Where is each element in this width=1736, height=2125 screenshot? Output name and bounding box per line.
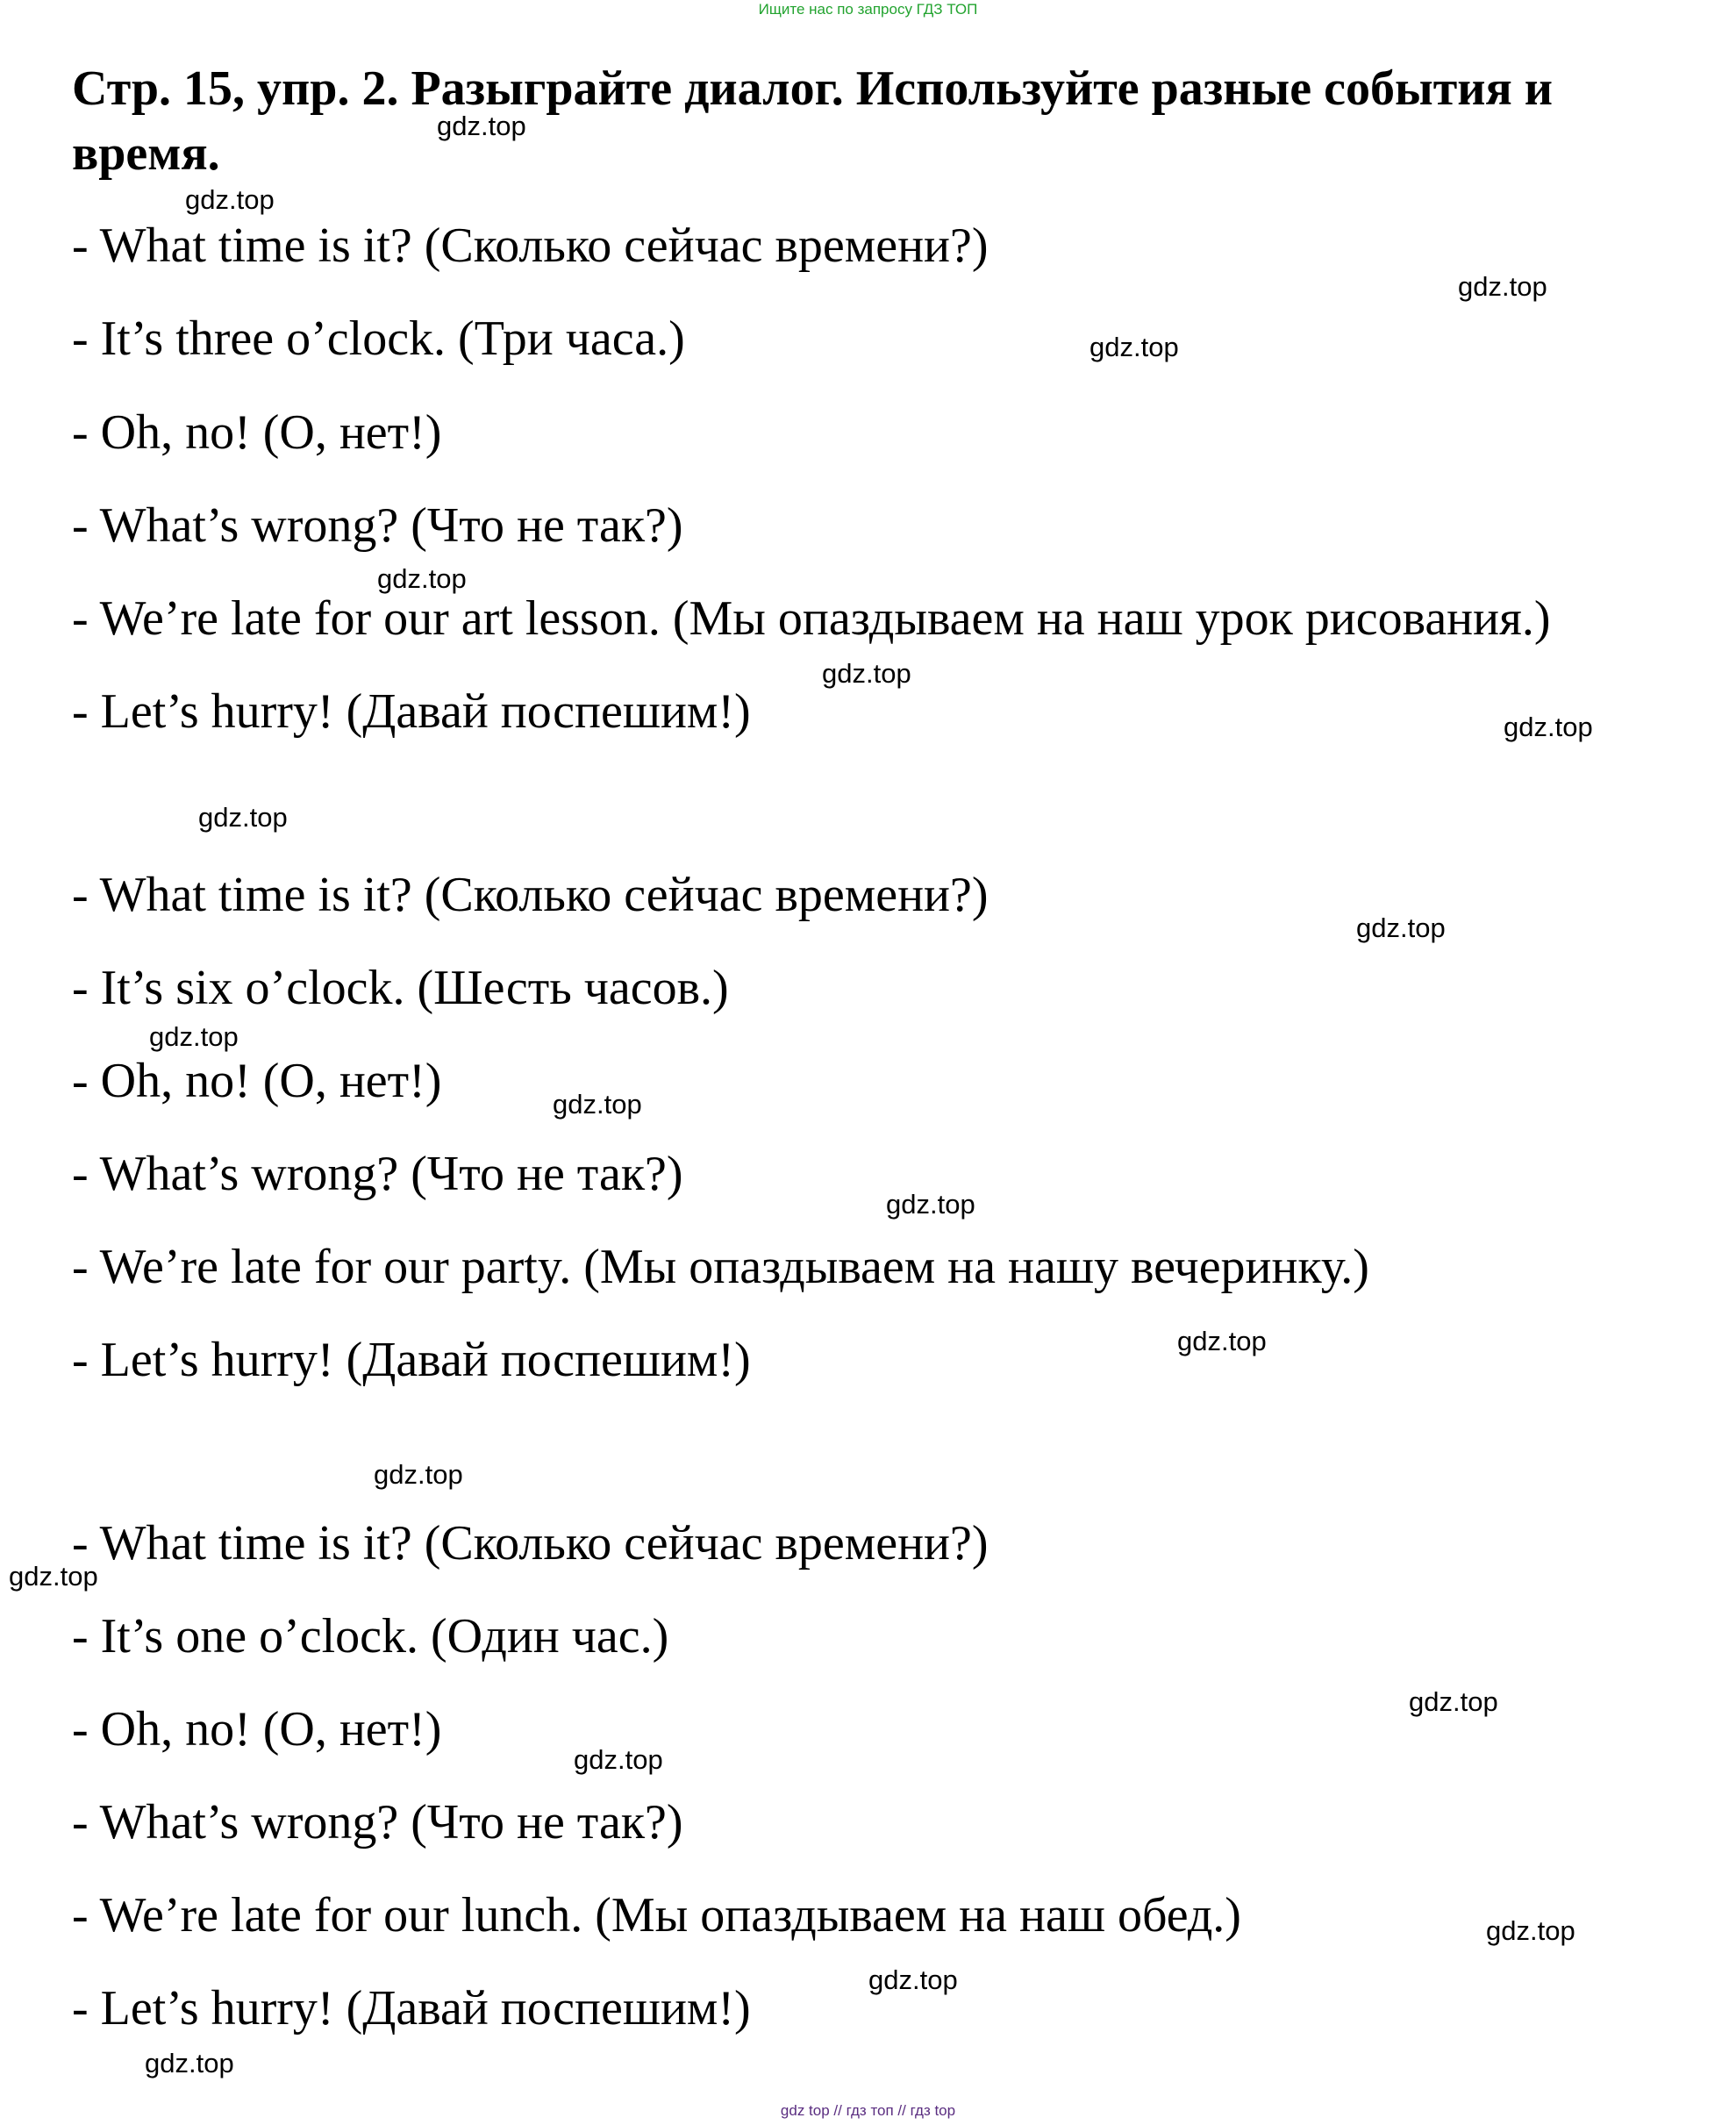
watermark: gdz.top — [1356, 912, 1446, 943]
watermark: gdz.top — [1504, 712, 1593, 742]
watermark: gdz.top — [377, 563, 467, 594]
watermark: gdz.top — [1409, 1686, 1498, 1717]
dialogue-2-line-2: - It’s six o’clock. (Шесть часов.) — [72, 961, 729, 1015]
dialogue-3-line-2: - It’s one o’clock. (Один час.) — [72, 1609, 669, 1664]
footer-watermark: gdz top // гдз топ // гдз top — [780, 2102, 956, 2119]
dialogue-1-line-1: - What time is it? (Сколько сейчас времени?) — [72, 218, 989, 273]
dialogue-1-line-4: - What’s wrong? (Что не так?) — [72, 498, 683, 553]
watermark: gdz.top — [198, 802, 288, 833]
watermark: gdz.top — [185, 184, 275, 215]
dialogue-3-line-5: - We’re late for our lunch. (Мы опаздываем на наш обед.) — [72, 1888, 1241, 1943]
watermark: gdz.top — [1177, 1326, 1267, 1356]
dialogue-1-line-6: - Let’s hurry! (Давай поспешим!) — [72, 684, 751, 739]
watermark: gdz.top — [145, 2048, 234, 2078]
page-title: Стр. 15, упр. 2. Разыграйте диалог. Используйте разные события и время. — [72, 61, 1554, 181]
dialogue-3-line-4: - What’s wrong? (Что не так?) — [72, 1795, 683, 1850]
dialogue-2-line-5: - We’re late for our party. (Мы опаздываем на нашу вечеринку.) — [72, 1240, 1369, 1294]
dialogue-3-line-6: - Let’s hurry! (Давай поспешим!) — [72, 1981, 751, 2036]
dialogue-2-line-4: - What’s wrong? (Что не так?) — [72, 1147, 683, 1201]
watermark: gdz.top — [1486, 1915, 1575, 1946]
watermark: gdz.top — [886, 1189, 975, 1220]
watermark: gdz.top — [868, 1964, 958, 1995]
top-banner: Ищите нас по запросу ГДЗ ТОП — [758, 1, 978, 18]
dialogue-2-line-6: - Let’s hurry! (Давай поспешим!) — [72, 1333, 751, 1387]
dialogue-1-line-3: - Oh, no! (О, нет!) — [72, 405, 442, 460]
dialogue-2-line-1: - What time is it? (Сколько сейчас времени?) — [72, 868, 989, 922]
dialogue-3-line-1: - What time is it? (Сколько сейчас времени?) — [72, 1516, 989, 1570]
watermark: gdz.top — [1458, 271, 1547, 302]
watermark: gdz.top — [149, 1021, 239, 1052]
dialogue-3-line-3: - Oh, no! (О, нет!) — [72, 1702, 442, 1757]
watermark: gdz.top — [553, 1089, 642, 1120]
watermark: gdz.top — [374, 1459, 463, 1490]
dialogue-2-line-3: - Oh, no! (О, нет!) — [72, 1054, 442, 1108]
watermark: gdz.top — [1089, 332, 1179, 362]
dialogue-1-line-2: - It’s three o’clock. (Три часа.) — [72, 311, 685, 366]
watermark: gdz.top — [574, 1744, 663, 1775]
dialogue-1-line-5: - We’re late for our art lesson. (Мы опаздываем на наш урок рисования.) — [72, 591, 1551, 646]
watermark: gdz.top — [437, 111, 526, 141]
watermark: gdz.top — [822, 658, 911, 689]
watermark: gdz.top — [9, 1561, 98, 1592]
